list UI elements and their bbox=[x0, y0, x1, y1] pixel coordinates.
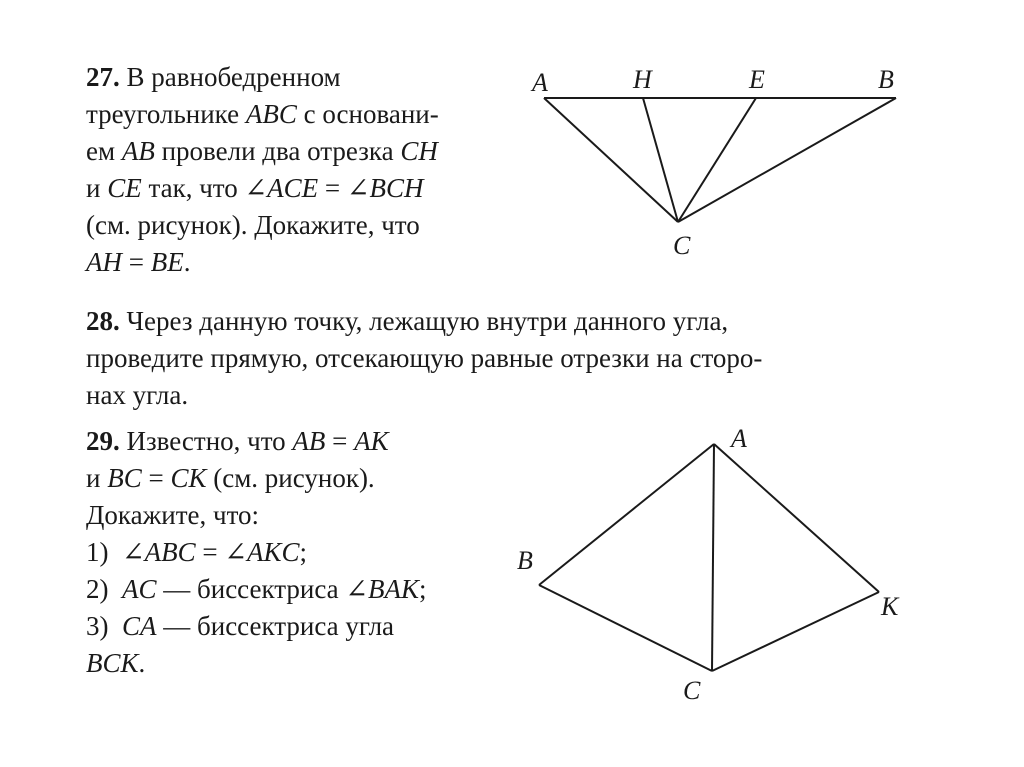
text-fragment: проведите прямую, отсекающую равные отрезки на сторо- bbox=[86, 343, 763, 373]
text-fragment: = bbox=[325, 426, 355, 456]
text-fragment: ем bbox=[86, 136, 122, 166]
text-fragment: ACE bbox=[267, 173, 319, 203]
text-fragment: AB bbox=[292, 426, 326, 456]
text-fragment: ABC bbox=[245, 99, 297, 129]
label-H-27: H bbox=[633, 65, 652, 94]
text-fragment: ; bbox=[299, 537, 308, 567]
text-fragment: Докажите, что: bbox=[86, 500, 260, 530]
text-fragment: BE bbox=[150, 247, 184, 277]
text-fragment: 2) bbox=[86, 574, 122, 604]
text-fragment: BAK bbox=[368, 574, 419, 604]
text-fragment: CK bbox=[170, 463, 207, 493]
text-fragment: — биссектриса ∠ bbox=[156, 574, 368, 604]
text-fragment: = bbox=[122, 247, 151, 277]
text-fragment: = bbox=[141, 463, 171, 493]
text-fragment: AH bbox=[86, 247, 122, 277]
text-fragment: = ∠ bbox=[195, 537, 247, 567]
text-fragment: AC bbox=[122, 574, 157, 604]
text-fragment: AKC bbox=[246, 537, 300, 567]
text-fragment: 3) bbox=[86, 611, 122, 641]
problem-27-number: 27. bbox=[86, 62, 120, 92]
text-fragment: В равнобедренном bbox=[119, 62, 341, 92]
text-fragment: CA bbox=[122, 611, 157, 641]
text-fragment: и bbox=[86, 463, 108, 493]
text-fragment: BCK bbox=[86, 648, 139, 678]
text-fragment: треугольнике bbox=[86, 99, 246, 129]
label-C-27: C bbox=[673, 231, 691, 260]
segment-AK bbox=[714, 444, 879, 592]
text-fragment: BCH bbox=[369, 173, 424, 203]
text-fragment: (см. рисунок). bbox=[206, 463, 375, 493]
text-fragment: 1) ∠ bbox=[86, 537, 145, 567]
text-fragment: AB bbox=[121, 136, 155, 166]
text-fragment: (см. рисунок). Докажите, что bbox=[86, 210, 420, 240]
segment-AC bbox=[712, 444, 714, 671]
label-K-29: K bbox=[881, 592, 899, 621]
text-fragment: нах угла. bbox=[86, 380, 189, 410]
label-C-29: C bbox=[683, 676, 701, 705]
text-fragment: CE bbox=[107, 173, 142, 203]
segment-CK bbox=[712, 592, 879, 671]
label-B-27: B bbox=[878, 65, 894, 94]
text-fragment: с основани- bbox=[296, 99, 439, 129]
text-fragment: Через данную точку, лежащую внутри данного угла, bbox=[119, 306, 729, 336]
text-fragment: и bbox=[86, 173, 108, 203]
segment-AB bbox=[539, 444, 714, 585]
text-fragment: — биссектриса угла bbox=[156, 611, 395, 641]
text-fragment: . bbox=[138, 648, 146, 678]
text-fragment: CH bbox=[400, 136, 438, 166]
label-A-29: A bbox=[731, 424, 747, 453]
label-B-29: B bbox=[517, 546, 533, 575]
text-fragment: ABC bbox=[144, 537, 196, 567]
text-fragment: Известно, что bbox=[119, 426, 293, 456]
text-fragment: так, что ∠ bbox=[141, 173, 268, 203]
label-A-27: A bbox=[532, 68, 548, 97]
text-fragment: ; bbox=[419, 574, 427, 604]
text-fragment: провели два отрезка bbox=[154, 136, 401, 166]
segment-BC bbox=[539, 585, 712, 671]
text-fragment: BC bbox=[107, 463, 142, 493]
problem-29-number: 29. bbox=[86, 426, 120, 456]
label-E-27: E bbox=[749, 65, 765, 94]
text-fragment: = ∠ bbox=[318, 173, 370, 203]
text-fragment: . bbox=[183, 247, 191, 277]
text-fragment: AK bbox=[354, 426, 389, 456]
problem-28-number: 28. bbox=[86, 306, 120, 336]
